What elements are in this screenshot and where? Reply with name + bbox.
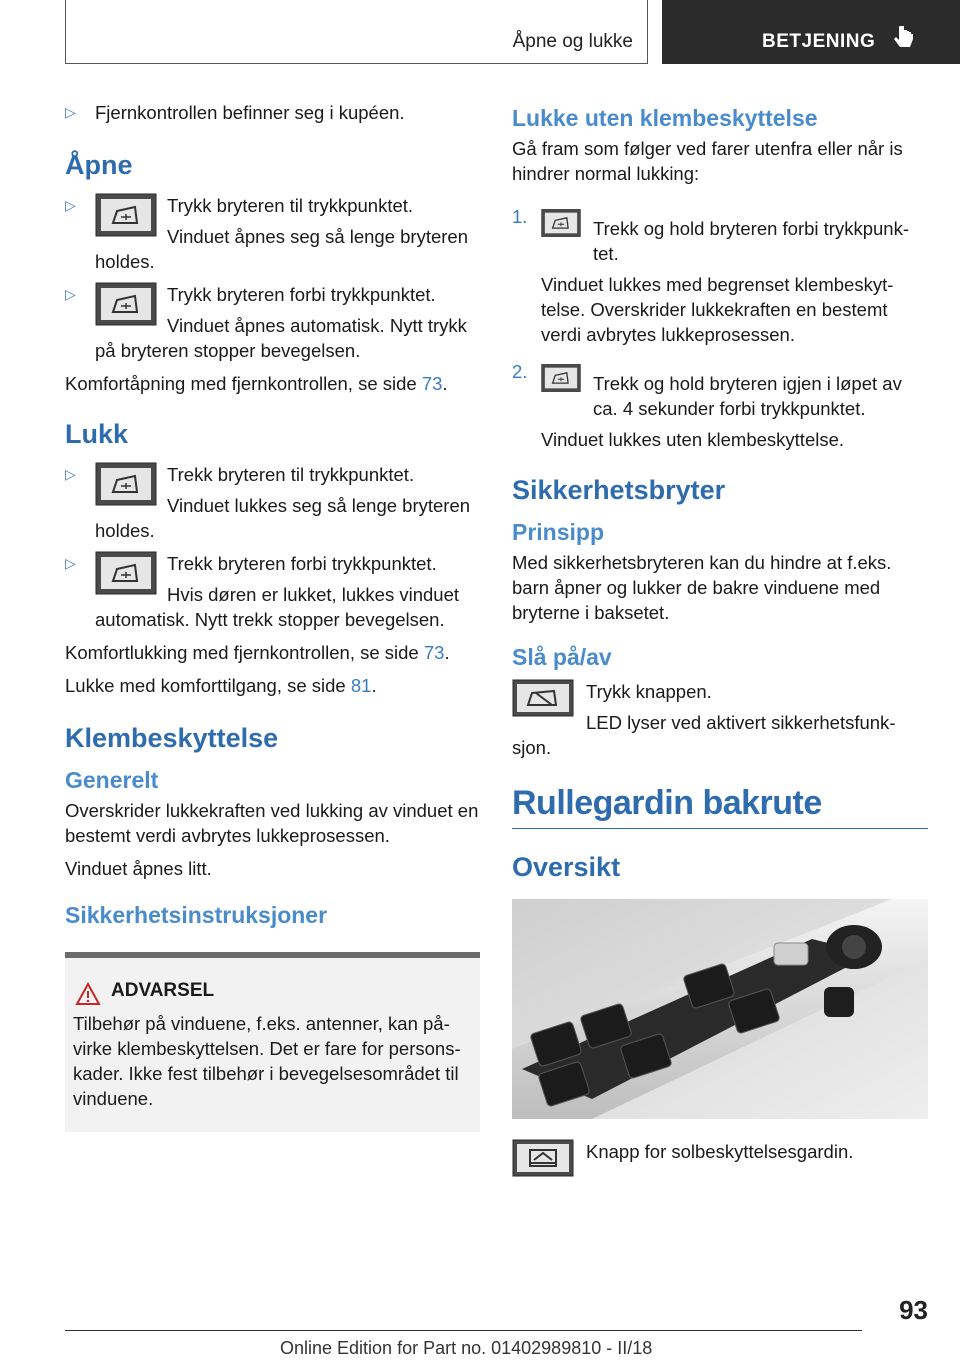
- heading-safety-instructions: Sikkerhetsinstruksjoner: [65, 902, 328, 928]
- warning-text: Tilbehør på vinduene, f.eks. antenner, kan påvirke klembeskyttelsen. Det er fare for personskader. Ikke fest tilbehør i bevegelsesområdet til vinduene.: [73, 1013, 461, 1109]
- comfort-open-text: Komfortåpning med fjernkontrollen, se side 73.: [65, 373, 448, 394]
- bullet-close-2: ▷ Trekk bryteren forbi trykkpunktet. Hvis døren er lukket, lukkes vinduet automatisk. Nytt trekk stopper bevegelsen.: [65, 553, 460, 630]
- bullet-close-1: ▷ Trekk bryteren til trykkpunktet. Vinduet lukkes seg så lenge bryteren holdes.: [65, 464, 471, 541]
- door-switch-panel-photo: [512, 899, 928, 1119]
- header-chapter-title: BETJENING: [762, 31, 876, 52]
- on-off-block: Trykk knappen. LED lyser ved aktivert sikkerhetsfunksjon.: [512, 681, 896, 758]
- nopinch-intro: Gå fram som følger ved farer utenfra eller når is hindrer normal lukking:: [512, 138, 903, 184]
- heading-rear-window-blind: Rullegardin bakrute: [512, 784, 822, 822]
- heading-principle: Prinsipp: [512, 519, 605, 545]
- window-switch-icon: [95, 462, 157, 506]
- triangle-bullet-icon: ▷: [65, 286, 76, 302]
- heading-safety-switch: Sikkerhetsbryter: [512, 475, 726, 505]
- footer-rule: [65, 1330, 862, 1331]
- header-section-title: Åpne og lukke: [512, 31, 633, 52]
- heading-on-off: Slå på/av: [512, 644, 612, 670]
- warning-triangle-icon: [75, 982, 101, 1006]
- step-2: 2. Trekk og hold bryteren igjen i løpet av ca. 4 sekunder forbi trykkpunktet. Vinduet lukkes uten klembeskyttelse.: [512, 361, 902, 450]
- page-number: 93: [899, 1295, 928, 1325]
- triangle-bullet-icon: ▷: [65, 104, 76, 120]
- page-link-73b[interactable]: 73: [423, 642, 445, 663]
- heading-general: Generelt: [65, 767, 159, 793]
- right-column: [512, 100, 928, 1185]
- heading-open: Åpne: [65, 150, 133, 180]
- child-lock-switch-icon: [512, 679, 574, 717]
- comfort-close-text: Komfortlukking med fjernkontrollen, se side 73.: [65, 642, 450, 663]
- sunblind-button-icon: [512, 1139, 574, 1177]
- general-text-2: Vinduet åpnes litt.: [65, 858, 212, 879]
- general-text: Overskrider lukkekraften ved lukking av vinduet en bestemt verdi avbrytes lukkeprosessen.: [65, 800, 479, 846]
- window-switch-icon: [541, 359, 581, 397]
- triangle-bullet-icon: ▷: [65, 466, 76, 482]
- triangle-bullet-icon: ▷: [65, 555, 76, 571]
- heading-rear-blind-wrap: [512, 782, 928, 829]
- page-link-81[interactable]: 81: [350, 675, 372, 696]
- heading-close-without-pinch: Lukke uten klembeskyttelse: [512, 105, 818, 131]
- bullet-remote: ▷ Fjernkontrollen befinner seg i kupéen.: [65, 102, 405, 123]
- principle-text: Med sikkerhetsbryteren kan du hindre at f.eks. barn åpner og lukker de bakre vinduene med bryterne i baksetet.: [512, 552, 892, 623]
- step-1: 1. Trekk og hold bryteren forbi trykkpunktet. Vinduet lukkes med begrenset klembeskyttelse. Overskrider lukkekraften en bestemt verdi avbrytes lukkeprosessen.: [512, 206, 910, 345]
- triangle-bullet-icon: ▷: [65, 197, 76, 213]
- window-switch-icon: [95, 282, 157, 326]
- warning-box: [65, 952, 480, 1132]
- pointing-hand-icon: [894, 26, 916, 52]
- bullet-open-1: ▷ Trykk bryteren til trykkpunktet. Vinduet åpnes seg så lenge bryteren holdes.: [65, 195, 469, 272]
- heading-pinch-protection: Klembeskyttelse: [65, 723, 279, 753]
- footer-edition: Online Edition for Part no. 01402989810 - II/18: [280, 1338, 653, 1358]
- warning-title: ADVARSEL: [111, 980, 215, 1001]
- window-switch-icon: [541, 204, 581, 242]
- heading-close: Lukk: [65, 419, 129, 449]
- page-link-73[interactable]: 73: [421, 373, 443, 394]
- window-switch-icon: [95, 551, 157, 595]
- window-switch-icon: [95, 193, 157, 237]
- heading-overview: Oversikt: [512, 852, 621, 882]
- header-section-tab: [65, 0, 648, 64]
- blind-button-block: Knapp for solbeskyttelsesgardin.: [512, 1139, 928, 1185]
- bullet-open-2: ▷ Trykk bryteren forbi trykkpunktet. Vinduet åpnes automatisk. Nytt trykk på bryteren stopper bevegelsen.: [65, 284, 467, 361]
- left-column: [65, 100, 480, 933]
- comfort-access-text: Lukke med komforttilgang, se side 81.: [65, 675, 377, 696]
- header-chapter-tab: [662, 0, 960, 64]
